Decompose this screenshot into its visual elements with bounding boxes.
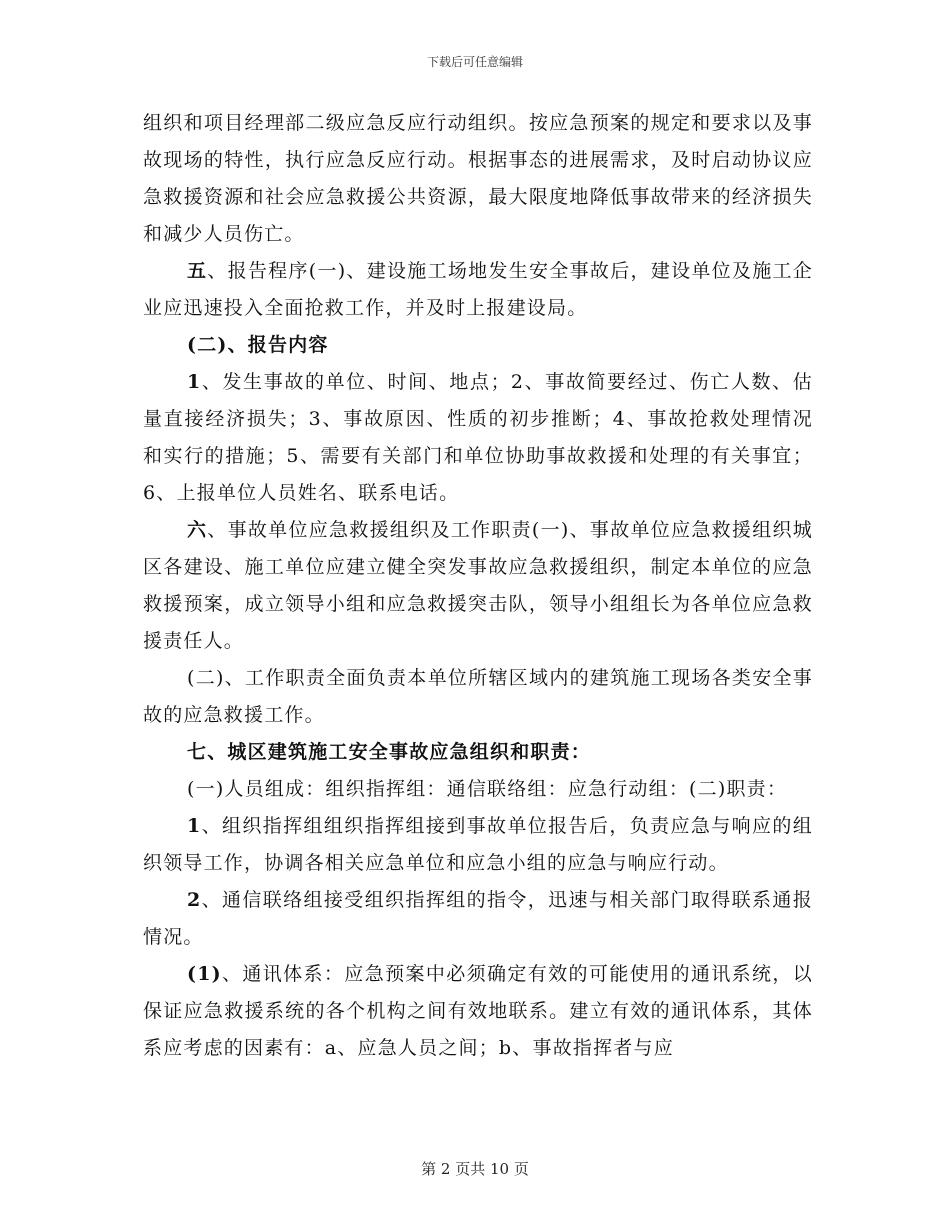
heading-report-content <box>143 327 813 364</box>
paragraph-lead: 七、城区建筑施工安全事故应急组织和职责： <box>187 741 592 763</box>
paragraph-text: 、通讯体系：应急预案中必须确定有效的可能使用的通讯系统，以保证应急救援系统的各个机构之间有效地联系。建立有效的通讯体系，其体系应考虑的因素有：a、应急人员之间；b、事故指挥者与应 <box>143 963 813 1059</box>
paragraph-report-procedure <box>143 253 813 327</box>
page-footer: 第 2 页共 10 页 <box>421 1160 529 1178</box>
paragraph-work-duties <box>143 660 813 734</box>
paragraph-text: 、通信联络组接受组织指挥组的指令，迅速与相关部门取得联系通报情况。 <box>143 889 813 948</box>
paragraph-lead: 1 <box>187 815 202 837</box>
paragraph-response-organization <box>143 105 813 253</box>
page-header: 下载后可任意编辑 <box>426 55 523 69</box>
paragraph-report-items <box>143 364 813 512</box>
paragraph-text: 、发生事故的单位、时间、地点；2、事故简要经过、伤亡人数、估量直接经济损失；3、事故原因、性质的初步推断；4、事故抢救处理情况和实行的措施；5、需要有关部门和单位协助事故救援和处理的有关事宜；6、上报单位人员姓名、联系电话。 <box>143 371 813 504</box>
paragraph-communication-system <box>143 956 813 1067</box>
paragraph-text: (一)人员组成：组织指挥组：通信联络组：应急行动组：(二)职责： <box>187 778 788 800</box>
paragraph-text: (二)、工作职责全面负责本单位所辖区域内的建筑施工现场各类安全事故的应急救援工作。 <box>143 667 813 726</box>
paragraph-communication-group <box>143 882 813 956</box>
paragraph-command-group <box>143 808 813 882</box>
document-body <box>143 105 813 1067</box>
paragraph-text: 、报告程序(一)、建设施工场地发生安全事故后，建设单位及施工企业应迅速投入全面抢救工作，并及时上报建设局。 <box>143 260 814 319</box>
paragraph-lead: 五 <box>187 260 208 282</box>
heading-city-organization <box>143 734 813 771</box>
paragraph-unit-organization <box>143 512 813 660</box>
paragraph-lead: (二)、报告内容 <box>187 334 329 356</box>
paragraph-text: 组织和项目经理部二级应急反应行动组织。按应急预案的规定和要求以及事故现场的特性，执行应急反应行动。根据事态的进展需求，及时启动协议应急救援资源和社会应急救援公共资源，最大限度地降低事故带来的经济损失和减少人员伤亡。 <box>143 112 813 245</box>
paragraph-text: 、组织指挥组组织指挥组接到事故单位报告后，负责应急与响应的组织领导工作，协调各相关应急单位和应急小组的应急与响应行动。 <box>143 815 813 874</box>
paragraph-lead: 1 <box>187 371 202 393</box>
paragraph-lead: (1) <box>187 963 222 985</box>
paragraph-lead: 2 <box>187 889 202 911</box>
paragraph-personnel <box>143 771 813 808</box>
paragraph-text: 、事故单位应急救援组织及工作职责(一)、事故单位应急救援组织城区各建设、施工单位应建立健全突发事故应急救援组织，制定本单位的应急救援预案，成立领导小组和应急救援突击队，领导小组组长为各单位应急救援责任人。 <box>143 519 814 652</box>
paragraph-lead: 六 <box>187 519 208 541</box>
